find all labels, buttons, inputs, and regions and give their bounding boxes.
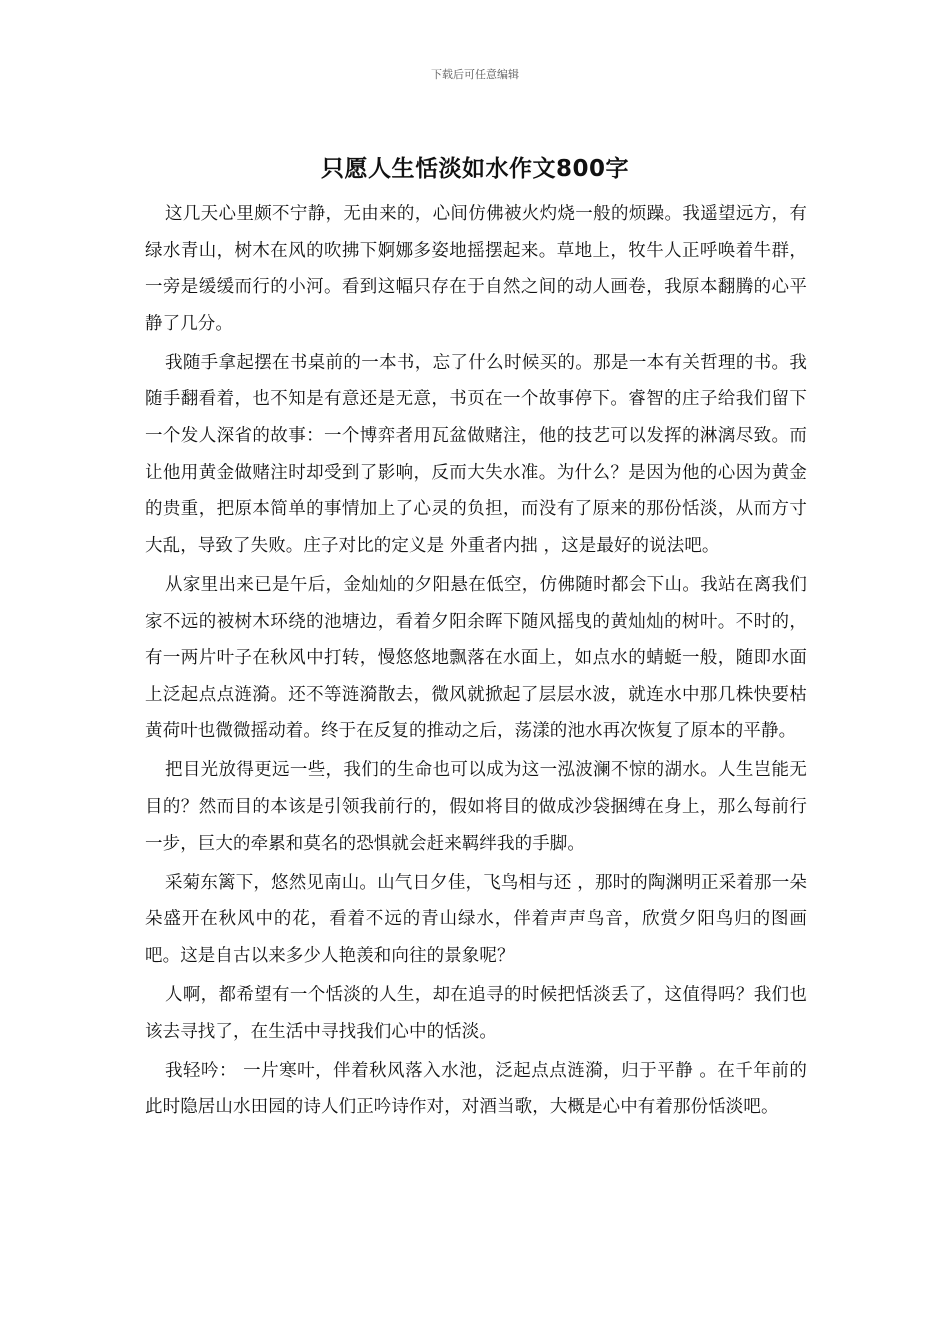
paragraph: 从家里出来已是午后，金灿灿的夕阳悬在低空，仿佛随时都会下山。我站在离我们家不远的被树木环绕的池塘边，看着夕阳余晖下随风摇曳的黄灿灿的树叶。不时的，有一两片叶子在秋风中打转，慢悠悠地飘落在水面上，如点水的蜻蜓一般，随即水面上泛起点点涟漪。还不等涟漪散去，微风就掀起了层层水波，就连水中那几株快要枯黄荷叶也微微摇动着。终于在反复的推动之后，荡漾的池水再次恢复了原本的平静。 <box>145 574 807 742</box>
document-title: 只愿人生恬淡如水作文800字 <box>320 156 629 182</box>
paragraph: 把目光放得更远一些，我们的生命也可以成为这一泓波澜不惊的湖水。人生岂能无目的？然而目的本该是引领我前行的，假如将目的做成沙袋捆缚在身上，那么每前行一步，巨大的牵累和莫名的恐惧就会赶来羁绊我的手脚。 <box>145 760 807 854</box>
paragraph: 这几天心里颇不宁静，无由来的，心间仿佛被火灼烧一般的烦躁。我遥望远方，有绿水青山，树木在风的吹拂下婀娜多姿地摇摆起来。草地上，牧牛人正呼唤着牛群，一旁是缓缓而行的小河。看到这幅只存在于自然之间的动人画卷，我原本翻腾的心平静了几分。 <box>145 204 807 334</box>
document-body <box>145 196 807 1128</box>
paragraph: 我轻吟： 一片寒叶，伴着秋风落入水池，泛起点点涟漪，归于平静 。在千年前的此时隐居山水田园的诗人们正吟诗作对，对酒当歌，大概是心中有着那份恬淡吧。 <box>145 1060 807 1118</box>
paragraph: 采菊东篱下，悠然见南山。山气日夕佳，飞鸟相与还 ，那时的陶渊明正采着那一朵朵盛开在秋风中的花，看着不远的青山绿水，伴着声声鸟音，欣赏夕阳鸟归的图画吧。这是自古以来多少人艳羡和向往的景象呢？ <box>145 872 807 966</box>
page-header: 下载后可任意编辑 <box>431 68 519 81</box>
paragraph: 我随手拿起摆在书桌前的一本书，忘了什么时候买的。那是一本有关哲理的书。我随手翻看着，也不知是有意还是无意，书页在一个故事停下。睿智的庄子给我们留下一个发人深省的故事：一个博弈者用瓦盆做赌注，他的技艺可以发挥的淋漓尽致。而让他用黄金做赌注时却受到了影响，反而大失水准。为什么？是因为他的心因为黄金的贵重，把原本简单的事情加上了心灵的负担，而没有了原来的那份恬淡，从而方寸大乱，导致了失败。庄子对比的定义是 外重者内拙 ，这是最好的说法吧。 <box>145 352 807 556</box>
paragraph: 人啊，都希望有一个恬淡的人生，却在追寻的时候把恬淡丢了，这值得吗？我们也该去寻找了，在生活中寻找我们心中的恬淡。 <box>145 984 807 1042</box>
